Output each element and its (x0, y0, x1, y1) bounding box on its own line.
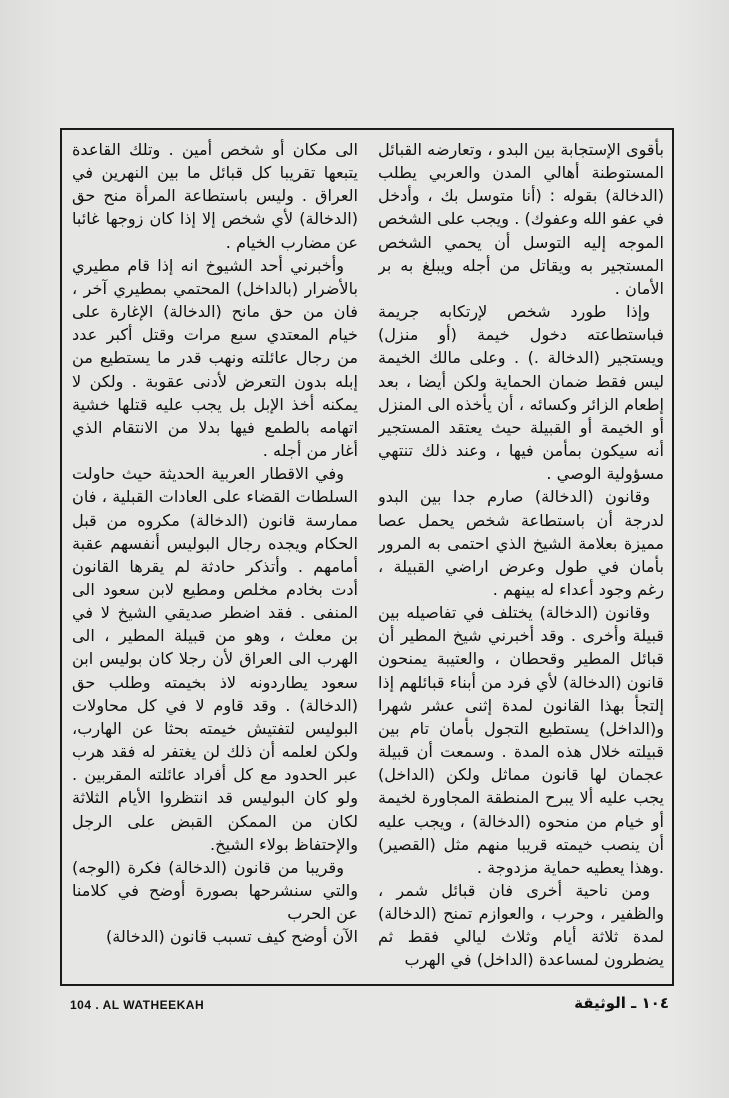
paragraph: الآن أوضح كيف تسبب قانون (الدخالة) (106, 927, 358, 947)
paragraph: بأقوى الإستجابة بين البدو ، وتعارضه القبائل المستوطنة أهالي المدن والعربي يطلب (الدخالة) بقوله : (أنا متوسل بك ، وأدخل في عفو الله وعفوك) . ويجب على الشخص الموجه إليه التوسل أن يحمي الشخص المستجير به ويقاتل من أجله ويبلغ به بر الأمان . (378, 140, 664, 298)
paragraph: وإذا طورد شخص لإرتكابه جريمة فباستطاعته دخول خيمة (أو منزل) ويستجير (الدخالة .) . وعلى مالك الخيمة ليس فقط ضمان الحماية ولكن أيضا ، بعد إطعام الزائر وكسائه ، أن يأخذه الى المنزل أو الخيمة أو القبيلة حيث يعتقد المستجير أنه سيكون بمأمن فيها ، وعند ذلك تنتهي مسؤولية الوصي . (378, 302, 664, 484)
page-footer-latin: 104 . AL WATHEEKAH (70, 998, 205, 1012)
paragraph: وفي الاقطار العربية الحديثة حيث حاولت السلطات القضاء على العادات القبلية ، فان ممارسة قانون (الدخالة) مكروه من قبل الحكام ويجده رجال البوليس أنفسهم عقبة أمامهم . وأتذكر حادثة لم يقرها القانون أدت بخادم مخلص ومطيع لابن سعود الى المنفى . فقد اضطر صديقي الشيخ لا في بن معلث ، وهو من قبيلة المطير ، الى الهرب الى العراق لأن رجلا كان بوليس ابن سعود يطاردونه لاذ بخيمته وطلب حق (الدخالة) . وقد قاوم لا في كل محاولات البوليس لتفتيش خيمته بحثا عن الهارب، ولكن لعلمه أن ذلك لن يغتفر له فقد هرب عبر الحدود مع كل أفراد عائلته المقربين . ولو كان البوليس قد انتظروا الأيام الثلاثة لكان من الممكن القبض على الرجل والإحتفاظ بولاء الشيخ. (72, 464, 358, 854)
paragraph: الى مكان أو شخص أمين . وتلك القاعدة يتبعها تقريبا كل قبائل ما بين النهرين في العراق . وليس باستطاعة المرأة منح حق (الدخالة) لأي شخص إلا إذا كان زوجها غائبا عن مضارب الخيام . (72, 140, 358, 252)
right-column (378, 138, 664, 978)
paragraph: وقريبا من قانون (الدخالة) فكرة (الوجه) والتي سنشرحها بصورة أوضح في كلامنا عن الحرب (72, 857, 358, 924)
page-footer-arabic: ١٠٤ ـ الوثيقة (574, 994, 669, 1012)
left-column (72, 138, 358, 978)
paragraph: ومن ناحية أخرى فان قبائل شمر ، والظفير ، وحرب ، والعوازم تمنح (الدخالة) لمدة ثلاثة أيام وثلاث ليالي فقط ثم يضطرون لمساعدة (الداخل) في الهرب (378, 881, 664, 970)
paragraph: وقانون (الدخالة) يختلف في تفاصيله بين قبيلة وأخرى . وقد أخبرني شيخ المطير أن قبائل المطير وقحطان ، والعتيبة يمنحون قانون (الدخالة) لأي فرد من أبناء قبائلهم إذا إلتجأ بهذا القانون لمدة إثنى عشر شهرا و(الداخل) يستطيع التجول بأمان تام بين قبيلته خلال هذه المدة . وسمعت أن قبيلة عجمان لها قانون مماثل ولكن (الداخل) يجب عليه ألا يبرح المنطقة المجاورة لخيمة أو خيام من منحوه (الدخالة) ، ويجب عليه أن ينصب خيمته قريبا منهم مثل (القصير) .وهذا يعطيه حماية مزدوجة . (378, 603, 664, 877)
paragraph: وقانون (الدخالة) صارم جدا بين البدو لدرجة أن باستطاعة شخص يحمل عصا مميزة بعلامة الشيخ الذي احتمى به المرور بأمان في طول وعرض اراضي القبيلة ، رغم وجود أعداء له بينهم . (378, 487, 664, 599)
paragraph: وأخبرني أحد الشيوخ انه إذا قام مطيري بالأضرار (بالداخل) المحتمي بمطيري آخر ، فان من حق مانح (الدخالة) الإغارة على خيام المعتدي سبع مرات وقتل أكبر عدد من رجال عائلته ونهب قدر ما يستطيع من إبله بدون التعرض لأدنى عقوبة . ولكن لا يمكنه أخذ الإبل بل يجب عليه قتلها خشية اتهامه بالطمع فيها بدلا من الانتقام الذي أغار من أجله . (72, 255, 358, 461)
